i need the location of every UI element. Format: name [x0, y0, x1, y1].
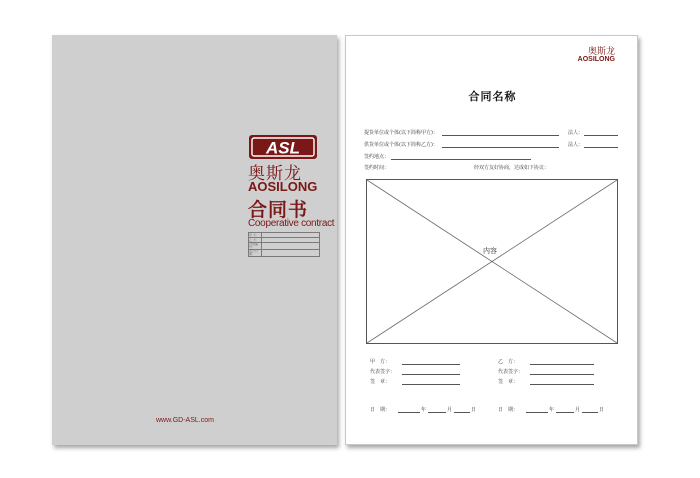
form-logo-en: AOSILONG — [577, 56, 615, 63]
sign-date-label: 签约时间： — [364, 165, 390, 171]
legal-a-label: 法人： — [568, 130, 584, 136]
date-a-month: 月 — [447, 407, 453, 413]
place-field[interactable] — [391, 159, 531, 160]
date-b-year: 年 — [549, 407, 555, 413]
sign-rep-a-label: 代表签字： — [370, 369, 396, 375]
cover-info-table — [248, 232, 320, 257]
cover-info-row — [249, 250, 320, 257]
logo-text: ASL — [266, 138, 300, 158]
brand-name-en: AOSILONG — [248, 179, 318, 194]
place-label: 签约地点： — [364, 154, 390, 160]
date-a-year-field[interactable] — [398, 412, 420, 413]
date-b-day-field[interactable] — [582, 412, 598, 413]
party-a-label: 提货单位或个体(以下简称甲方)： — [364, 130, 438, 136]
legal-b-label: 法人： — [568, 142, 584, 148]
sign-rep-b-field[interactable] — [530, 374, 594, 375]
sign-seal-b-label: 签 章： — [498, 379, 519, 385]
date-b-month-field[interactable] — [556, 412, 574, 413]
date-b-month: 月 — [575, 407, 581, 413]
date-a-label: 日 期： — [370, 407, 391, 413]
cover-info-value — [262, 250, 320, 257]
website-url: www.GD-ASL.com — [156, 417, 214, 424]
form-logo-cn: 奥斯龙 — [587, 47, 615, 57]
content-placeholder-cross-icon — [367, 180, 617, 343]
date-a-month-field[interactable] — [428, 412, 446, 413]
agreement-text: 经双方友好协商，达成如下协议： — [474, 165, 550, 171]
sign-rep-a-field[interactable] — [402, 374, 460, 375]
party-b-field[interactable] — [442, 147, 559, 148]
date-a-day: 日 — [471, 407, 477, 413]
cover-info-row — [249, 243, 320, 250]
sign-party-a-field[interactable] — [402, 364, 460, 365]
brand-name-cn: 奥斯龙 — [248, 164, 302, 184]
date-a-year: 年 — [421, 407, 427, 413]
cover-subtitle: Cooperative contract — [248, 218, 335, 229]
cover-title: 合同书 — [248, 199, 309, 221]
contract-content-area[interactable] — [366, 179, 618, 344]
date-b-label: 日 期： — [498, 407, 519, 413]
asl-logo-icon — [248, 134, 318, 160]
sign-seal-a-field[interactable] — [402, 384, 460, 385]
cover-info-label: 乙 方： — [249, 238, 262, 243]
party-a-field[interactable] — [442, 135, 559, 136]
contract-cover — [52, 35, 337, 445]
date-b-year-field[interactable] — [526, 412, 548, 413]
sign-seal-a-label: 签 章： — [370, 379, 391, 385]
date-b-day: 日 — [599, 407, 605, 413]
party-b-label: 供货单位或个体(以下简称乙方)： — [364, 142, 438, 148]
date-a-day-field[interactable] — [454, 412, 470, 413]
content-label: 内容 — [483, 247, 497, 255]
cover-info-label: 合同编号： — [249, 243, 262, 250]
contract-form-page — [345, 35, 638, 445]
cover-info-value — [262, 243, 320, 250]
form-title: 合同名称 — [468, 90, 517, 103]
sign-party-b-field[interactable] — [530, 364, 594, 365]
sign-party-b-label: 乙 方： — [498, 359, 519, 365]
cover-info-label: 甲 方： — [249, 233, 262, 238]
sign-seal-b-field[interactable] — [530, 384, 594, 385]
legal-a-field[interactable] — [584, 135, 618, 136]
sign-party-a-label: 甲 方： — [370, 359, 391, 365]
cover-info-label: 签订日期： — [249, 250, 262, 257]
sign-rep-b-label: 代表签字： — [498, 369, 524, 375]
legal-b-field[interactable] — [584, 147, 618, 148]
